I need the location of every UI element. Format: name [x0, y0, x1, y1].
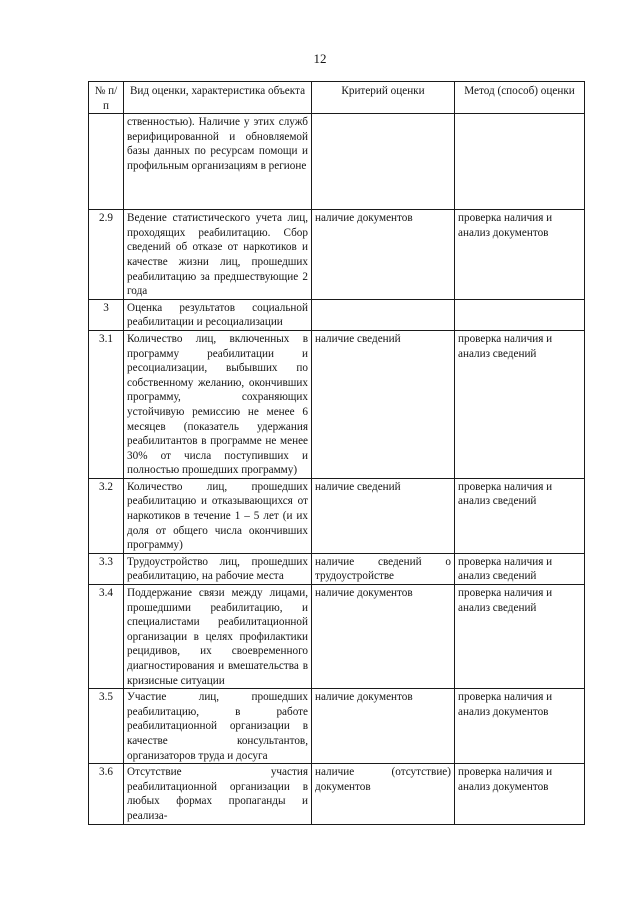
header-num: № п/п — [89, 82, 124, 114]
row-type: Отсутствие участия реабилитационной организации в любых формах пропаганды и реализа- — [124, 764, 312, 824]
row-method: проверка наличия и анализ документов — [455, 210, 585, 300]
row-criterion: наличие документов — [312, 210, 455, 300]
row-type: ственностью). Наличие у этих служб верифицированной и обновляемой базы данных по ресурсам помощи и профильным организациям в регионе — [124, 114, 312, 210]
row-criterion: наличие сведений — [312, 478, 455, 553]
table-row — [89, 585, 585, 689]
table-row — [89, 478, 585, 553]
row-criterion: наличие сведений — [312, 330, 455, 478]
row-type: Трудоустройство лиц, прошедших реабилитацию, на рабочие места — [124, 553, 312, 584]
row-method: проверка наличия и анализ сведений — [455, 330, 585, 478]
header-criterion: Критерий оценки — [312, 82, 455, 114]
row-criterion — [312, 114, 455, 210]
row-method: проверка наличия и анализ документов — [455, 689, 585, 764]
table-header-row — [89, 82, 585, 114]
row-type: Ведение статистического учета лиц, проходящих реабилитацию. Сбор сведений об отказе от наркотиков и качестве жизни лиц, прошедших реабилитацию за предшествующие 2 года — [124, 210, 312, 300]
header-method: Метод (способ) оценки — [455, 82, 585, 114]
row-type: Оценка результатов социальной реабилитации и ресоциализации — [124, 299, 312, 330]
table-row — [89, 210, 585, 300]
row-type: Участие лиц, прошедших реабилитацию, в работе реабилитационной организации в качестве консультантов, организаторов труда и досуга — [124, 689, 312, 764]
table-row — [89, 553, 585, 584]
row-criterion — [312, 299, 455, 330]
row-num: 3 — [89, 299, 124, 330]
header-type: Вид оценки, характеристика объекта — [124, 82, 312, 114]
row-num: 3.2 — [89, 478, 124, 553]
row-method: проверка наличия и анализ сведений — [455, 553, 585, 584]
row-num: 3.1 — [89, 330, 124, 478]
row-method: проверка наличия и анализ документов — [455, 764, 585, 824]
row-num: 3.5 — [89, 689, 124, 764]
row-method: проверка наличия и анализ сведений — [455, 478, 585, 553]
page-number: 12 — [313, 51, 327, 66]
table-row — [89, 299, 585, 330]
row-criterion: наличие документов — [312, 585, 455, 689]
row-criterion: наличие документов — [312, 689, 455, 764]
row-method — [455, 299, 585, 330]
row-type: Количество лиц, прошедших реабилитацию и отказывающихся от наркотиков в течение 1 – 5 лет (и их доля от общего числа окончивших программу) — [124, 478, 312, 553]
row-method — [455, 114, 585, 210]
row-method: проверка наличия и анализ сведений — [455, 585, 585, 689]
row-num — [89, 114, 124, 210]
table-row — [89, 330, 585, 478]
row-criterion: наличие (отсутствие) документов — [312, 764, 455, 824]
row-criterion: наличие сведений о трудоустройстве — [312, 553, 455, 584]
evaluation-table — [88, 81, 585, 825]
table-row — [89, 114, 585, 210]
row-num: 2.9 — [89, 210, 124, 300]
row-type: Количество лиц, включенных в программу реабилитации и ресоциализации, выбывших по собственному желанию, окончивших программу, сохраняющих устойчивую ремиссию не менее 6 месяцев (показатель удержания реабилитантов в программе не менее 30% от числа поступивших и полностью прошедших программу) — [124, 330, 312, 478]
row-num: 3.4 — [89, 585, 124, 689]
table-row — [89, 764, 585, 824]
table-row — [89, 689, 585, 764]
row-type: Поддержание связи между лицами, прошедшими реабилитацию, и специалистами реабилитационной организации в целях профилактики рецидивов, их своевременного диагностирования и вмешательства в кризисные ситуации — [124, 585, 312, 689]
row-num: 3.3 — [89, 553, 124, 584]
row-num: 3.6 — [89, 764, 124, 824]
